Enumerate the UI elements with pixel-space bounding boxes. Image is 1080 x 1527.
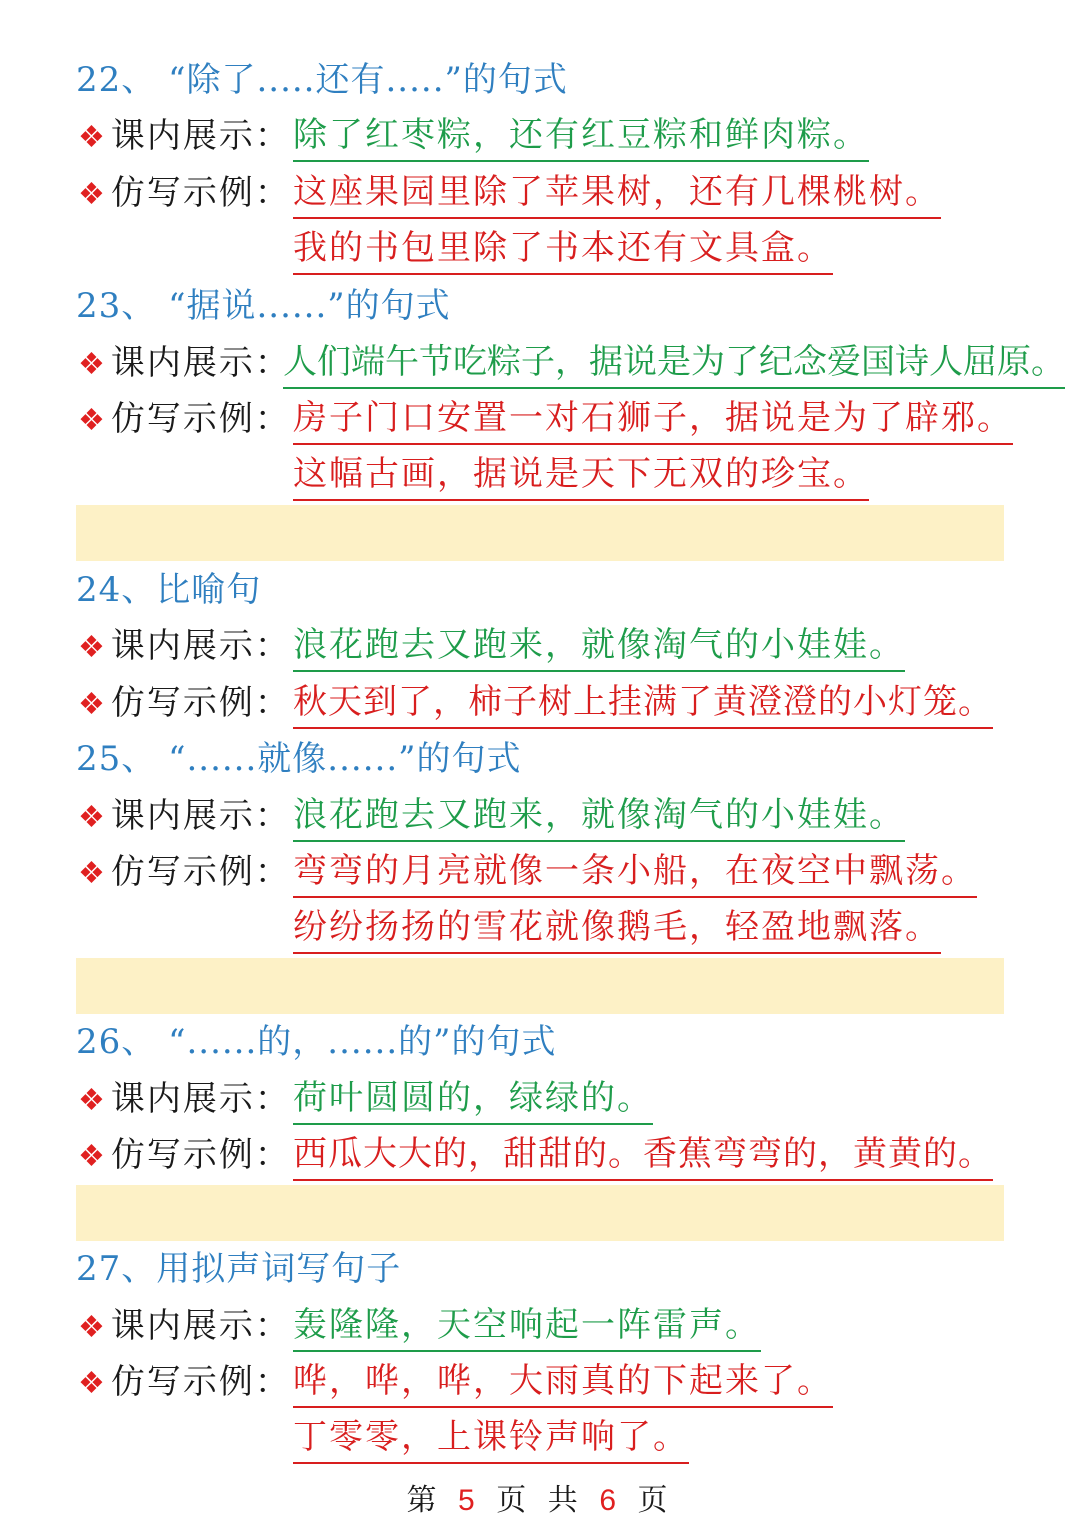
lesson-title-band <box>76 505 1004 561</box>
class-example-label: ❖ 课内展示： <box>78 116 291 156</box>
class-example-label: ❖ 课内展示： <box>78 1079 291 1119</box>
imitation-example-label: ❖ 仿写示例： <box>78 852 291 892</box>
class-example-sentence: 轰隆隆，天空响起一阵雷声。 <box>293 1302 761 1352</box>
class-example-label: ❖ 课内展示： <box>78 343 291 383</box>
diamond-bullet-icon: ❖ <box>78 1310 107 1345</box>
imitation-example-label: ❖ 仿写示例： <box>78 399 291 439</box>
page-number-footer: 第 5 页 共 6 页 <box>406 1483 674 1518</box>
imitation-example-label: ❖ 仿写示例： <box>78 683 291 723</box>
diamond-bullet-icon: ❖ <box>78 630 107 665</box>
diamond-bullet-icon: ❖ <box>78 1083 107 1118</box>
diamond-bullet-icon: ❖ <box>78 800 107 835</box>
imitation-example-sentence: 西瓜大大的，甜甜的。香蕉弯弯的，黄黄的。 <box>293 1131 993 1181</box>
imitation-example-label: ❖ 仿写示例： <box>78 1362 291 1402</box>
current-page-number: 5 <box>457 1484 481 1517</box>
class-example-sentence: 人们端午节吃粽子，据说是为了纪念爱国诗人屈原。 <box>283 339 1065 389</box>
class-example-sentence: 浪花跑去又跑来，就像淘气的小娃娃。 <box>293 792 905 842</box>
diamond-bullet-icon: ❖ <box>78 403 107 438</box>
diamond-bullet-icon: ❖ <box>78 347 107 382</box>
class-example-sentence: 除了红枣粽，还有红豆粽和鲜肉粽。 <box>293 112 869 162</box>
lesson-title-band <box>76 958 1004 1014</box>
imitation-example-sentence: 纷纷扬扬的雪花就像鹅毛，轻盈地飘落。 <box>293 904 941 954</box>
section-22-heading: 22、 “除了.....还有.....”的句式 <box>76 60 568 100</box>
class-example-sentence: 荷叶圆圆的，绿绿的。 <box>293 1075 653 1125</box>
section-26-heading: 26、 “......的，......的”的句式 <box>76 1022 557 1062</box>
lesson-title-band <box>76 1185 1004 1241</box>
imitation-example-label: ❖ 仿写示例： <box>78 173 291 213</box>
class-example-label: ❖ 课内展示： <box>78 1306 291 1346</box>
imitation-example-sentence: 这座果园里除了苹果树，还有几棵桃树。 <box>293 169 941 219</box>
imitation-example-sentence: 秋天到了，柿子树上挂满了黄澄澄的小灯笼。 <box>293 679 993 729</box>
diamond-bullet-icon: ❖ <box>78 1139 107 1174</box>
diamond-bullet-icon: ❖ <box>78 856 107 891</box>
imitation-example-sentence: 丁零零，上课铃声响了。 <box>293 1414 689 1464</box>
section-23-heading: 23、 “据说......”的句式 <box>76 286 451 326</box>
imitation-example-label: ❖ 仿写示例： <box>78 1135 291 1175</box>
section-27-heading: 27、用拟声词写句子 <box>76 1249 402 1289</box>
diamond-bullet-icon: ❖ <box>78 687 107 722</box>
class-example-label: ❖ 课内展示： <box>78 796 291 836</box>
imitation-example-sentence: 弯弯的月亮就像一条小船，在夜空中飘荡。 <box>293 848 977 898</box>
diamond-bullet-icon: ❖ <box>78 177 107 212</box>
total-page-number: 6 <box>599 1484 622 1517</box>
imitation-example-sentence: 哗，哗，哗，大雨真的下起来了。 <box>293 1358 833 1408</box>
imitation-example-sentence: 我的书包里除了书本还有文具盒。 <box>293 225 833 275</box>
imitation-example-sentence: 这幅古画，据说是天下无双的珍宝。 <box>293 451 869 501</box>
diamond-bullet-icon: ❖ <box>78 1366 107 1401</box>
section-25-heading: 25、 “......就像......”的句式 <box>76 739 522 779</box>
diamond-bullet-icon: ❖ <box>78 120 107 155</box>
class-example-sentence: 浪花跑去又跑来，就像淘气的小娃娃。 <box>293 622 905 672</box>
section-24-heading: 24、比喻句 <box>76 570 262 610</box>
imitation-example-sentence: 房子门口安置一对石狮子，据说是为了辟邪。 <box>293 395 1013 445</box>
class-example-label: ❖ 课内展示： <box>78 626 291 666</box>
